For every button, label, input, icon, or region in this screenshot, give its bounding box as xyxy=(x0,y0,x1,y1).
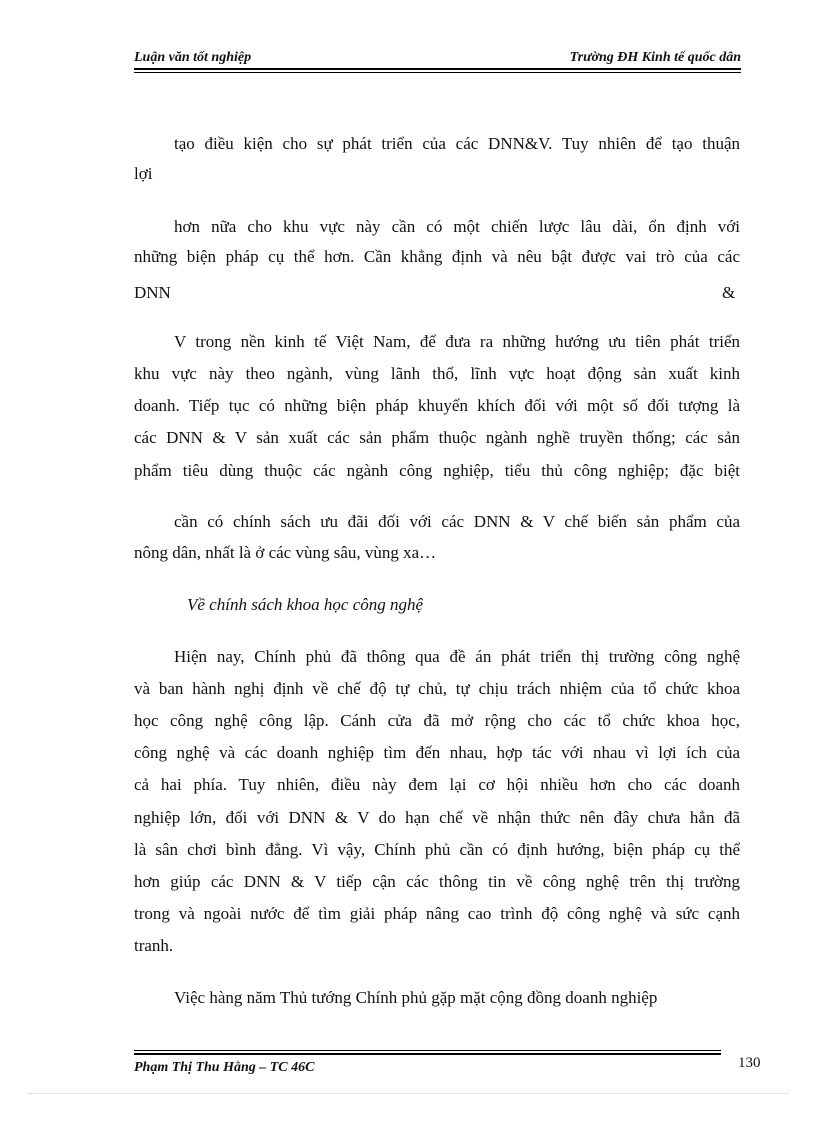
paragraph-line: công nghệ và các doanh nghiệp tìm đến nhau, hợp tác với nhau vì lợi ích của xyxy=(134,743,740,762)
paragraph-line: & xyxy=(722,283,736,302)
paragraph-line: tranh. xyxy=(134,936,174,955)
paragraph-line: lợi xyxy=(134,164,153,183)
footer-rule-secondary xyxy=(134,1050,721,1051)
paragraph-line: học công nghệ công lập. Cánh cửa đã mở rộng cho các tổ chức khoa học, xyxy=(134,711,740,730)
paragraph-line: trong và ngoài nước để tìm giải pháp nâng cao trình độ công nghệ và sức cạnh xyxy=(134,904,740,923)
header-university-label: Trường ĐH Kinh tế quốc dân xyxy=(569,50,741,65)
footer-rule xyxy=(134,1053,721,1055)
page-number: 130 xyxy=(738,1055,761,1071)
header-rule xyxy=(134,68,741,70)
paragraph-line: tạo điều kiện cho sự phát triển của các DNN&V. Tuy nhiên để tạo thuận xyxy=(174,134,740,153)
paragraph-line: các DNN & V sản xuất các sản phẩm thuộc ngành nghề truyền thống; các sản xyxy=(134,428,740,447)
header-thesis-label: Luận văn tốt nghiệp xyxy=(134,50,252,65)
paragraph-line: DNN xyxy=(134,283,171,302)
paragraph-line: hơn giúp các DNN & V tiếp cận các thông tin về công nghệ trên thị trường xyxy=(134,872,740,891)
paragraph-line: nông dân, nhất là ở các vùng sâu, vùng xa… xyxy=(134,543,437,562)
page-bottom-dotted-line xyxy=(28,1093,788,1094)
paragraph-line: doanh. Tiếp tục có những biện pháp khuyến khích đối với một số đối tượng là xyxy=(134,396,740,415)
paragraph-line: Hiện nay, Chính phủ đã thông qua đề án phát triển thị trường công nghệ xyxy=(174,647,740,666)
paragraph-line: là sân chơi bình đẳng. Vì vậy, Chính phủ cần có định hướng, biện pháp cụ thể xyxy=(134,840,740,859)
paragraph-line: phẩm tiêu dùng thuộc các ngành công nghiệp, tiểu thủ công nghiệp; đặc biệt xyxy=(134,461,740,480)
paragraph-line: nghiệp lớn, đối với DNN & V do hạn chế về nhận thức nên đây chưa hẳn đã xyxy=(134,808,740,827)
paragraph-line: V trong nền kinh tế Việt Nam, để đưa ra những hướng ưu tiên phát triển xyxy=(174,332,740,351)
paragraph-line: khu vực này theo ngành, vùng lãnh thổ, lĩnh vực hoạt động sản xuất kinh xyxy=(134,364,740,383)
paragraph-line: cần có chính sách ưu đãi đối với các DNN & V chế biến sản phẩm của xyxy=(174,512,740,531)
footer-author: Phạm Thị Thu Hằng – TC 46C xyxy=(134,1060,315,1075)
paragraph-line: và ban hành nghị định về chế độ tự chủ, tự chịu trách nhiệm của tổ chức khoa xyxy=(134,679,740,698)
section-heading: Về chính sách khoa học công nghệ xyxy=(187,595,424,614)
page-header xyxy=(134,49,741,73)
paragraph-line: cả hai phía. Tuy nhiên, điều này đem lại cơ hội nhiều hơn cho các doanh xyxy=(134,775,740,794)
paragraph-line: hơn nữa cho khu vực này cần có một chiến lược lâu dài, ổn định với xyxy=(174,217,740,236)
paragraph-line: Việc hàng năm Thủ tướng Chính phủ gặp mặt cộng đồng doanh nghiệp xyxy=(174,988,658,1007)
page-footer xyxy=(134,1050,774,1080)
header-rule-secondary xyxy=(134,72,741,73)
paragraph-line: những biện pháp cụ thể hơn. Cần khẳng định và nêu bật được vai trò của các xyxy=(134,247,740,266)
